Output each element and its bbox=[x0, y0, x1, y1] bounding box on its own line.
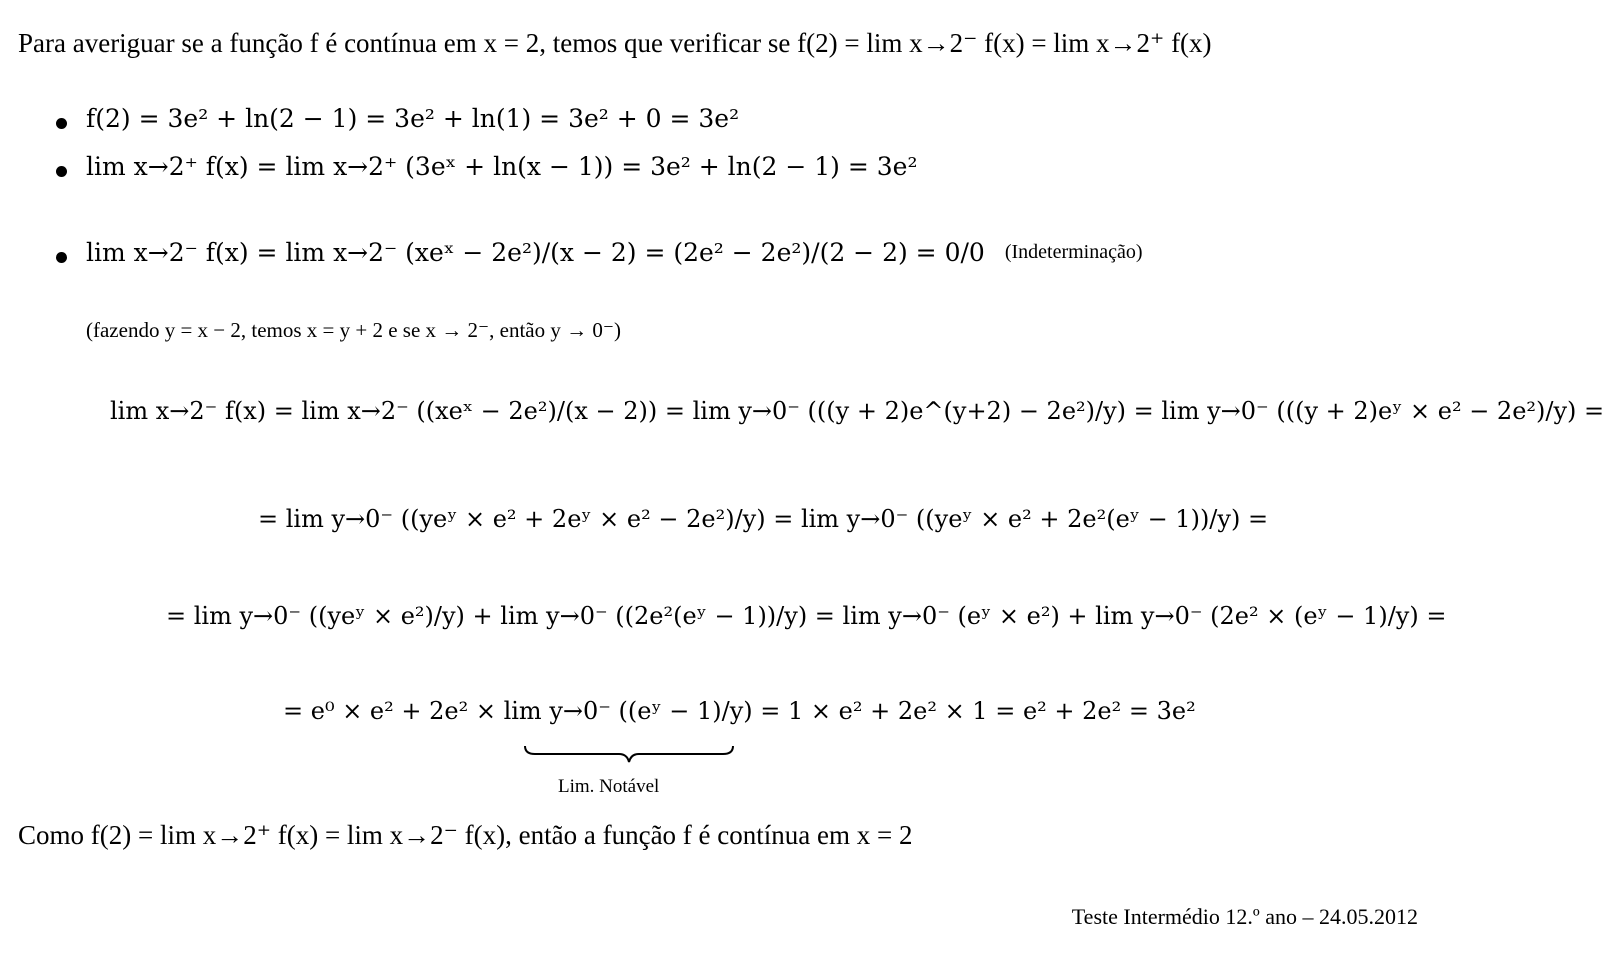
derivation-line-4: = e⁰ × e² + 2e² × lim y→0⁻ ((eʸ − 1)/y) = 1 × e² + 2e² × 1 = e² + 2e² = 3e² bbox=[283, 697, 1196, 725]
notable-limit-label: Lim. Notável bbox=[558, 776, 660, 797]
bullet-1-equation: f(2) = 3e² + ln(2 − 1) = 3e² + ln(1) = 3e² + 0 = 3e² bbox=[86, 104, 740, 133]
underbrace-graphic bbox=[523, 744, 735, 770]
intro-text: Para averiguar se a função f é contínua em x = 2, temos que verificar se f(2) = lim x→2⁻ f(x) = lim x→2⁺ f(x) bbox=[18, 28, 1212, 58]
bullet-2-marker bbox=[56, 166, 67, 177]
bullet-3-equation: lim x→2⁻ f(x) = lim x→2⁻ (xeˣ − 2e²)/(x − 2) = (2e² − 2e²)/(2 − 2) = 0/0 (Indeterminação) bbox=[86, 238, 1143, 267]
substitution-note: (fazendo y = x − 2, temos x = y + 2 e se x → 2⁻, então y → 0⁻) bbox=[86, 318, 621, 342]
derivation-line-3: = lim y→0⁻ ((yeʸ × e²)/y) + lim y→0⁻ ((2e²(eʸ − 1))/y) = lim y→0⁻ (eʸ × e²) + lim y→0⁻ (2e² × (eʸ − 1)/y) = bbox=[166, 602, 1447, 630]
derivation-line-2: = lim y→0⁻ ((yeʸ × e² + 2eʸ × e² − 2e²)/y) = lim y→0⁻ ((yeʸ × e² + 2e²(eʸ − 1))/y) = bbox=[258, 505, 1269, 533]
footer-reference: Teste Intermédio 12.º ano – 24.05.2012 bbox=[1071, 904, 1418, 929]
derivation-line-1: lim x→2⁻ f(x) = lim x→2⁻ ((xeˣ − 2e²)/(x − 2)) = lim y→0⁻ (((y + 2)e^(y+2) − 2e²)/y) = lim y→0⁻ (((y + 2)eʸ × e² − 2e²)/y) = bbox=[110, 397, 1604, 425]
bullet-3-marker bbox=[56, 252, 67, 263]
bullet-1-marker bbox=[56, 118, 67, 129]
bullet-2-equation: lim x→2⁺ f(x) = lim x→2⁺ (3eˣ + ln(x − 1)) = 3e² + ln(2 − 1) = 3e² bbox=[86, 152, 918, 181]
indeterminacy-note: (Indeterminação) bbox=[1004, 241, 1143, 263]
conclusion-text: Como f(2) = lim x→2⁺ f(x) = lim x→2⁻ f(x), então a função f é contínua em x = 2 bbox=[18, 820, 913, 850]
